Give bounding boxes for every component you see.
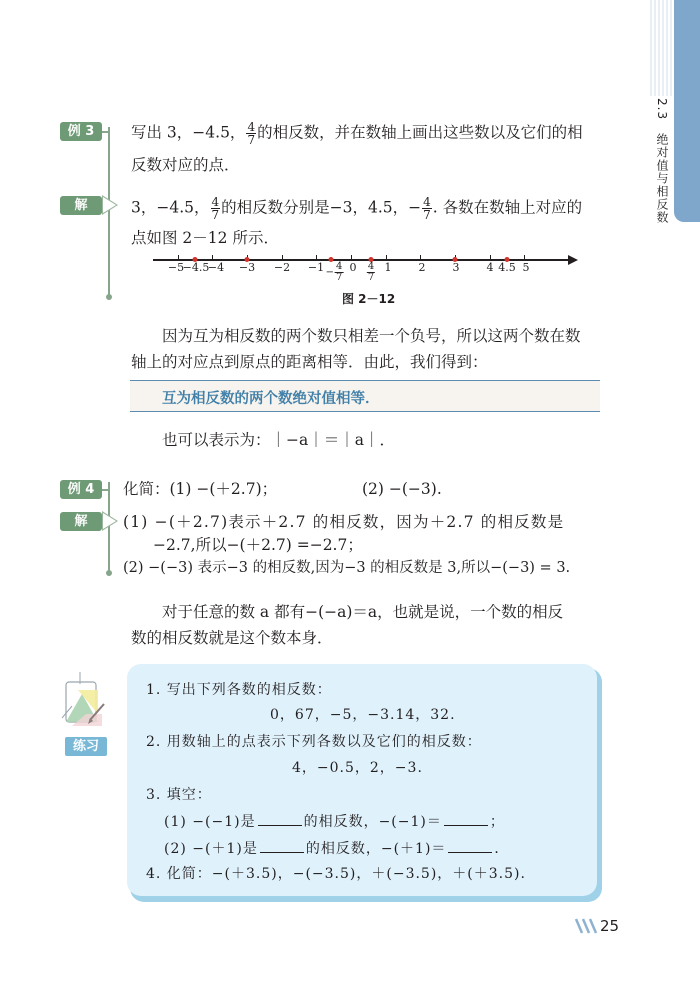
example3-solution-line2: 点如图 2－12 所示． xyxy=(131,229,279,247)
section-title xyxy=(650,98,674,224)
exercise-3: 3. 填空： xyxy=(146,787,212,803)
axis-arrow-icon xyxy=(568,255,578,265)
tick-label-4-7: $\frac{4}{7}$ xyxy=(367,261,375,283)
tick-label: 4.5 xyxy=(498,261,516,274)
answer-blank[interactable] xyxy=(258,812,302,826)
tick xyxy=(386,255,387,260)
exercise-3-fill-2: (2) −(＋1)是 的相反数，−(＋1)＝ ． xyxy=(164,841,510,857)
example3-question-line2: 反数对应的点． xyxy=(131,156,240,174)
example4-question-part2: (2) −(−3). xyxy=(362,480,442,498)
example3-connector xyxy=(101,131,109,133)
example4-label: 例 4 xyxy=(60,480,102,499)
answer-blank[interactable] xyxy=(444,812,488,826)
practice-notebook-icon xyxy=(58,670,110,732)
paragraph2-line2: 数的相反数就是这个数本身． xyxy=(131,629,333,647)
fraction: $\frac{4}{7}$ xyxy=(423,195,431,222)
tick-label: 5 xyxy=(522,261,530,274)
tick-label: 2 xyxy=(418,261,426,274)
formula-line: 也可以表示为：｜−a｜＝｜a｜． xyxy=(162,431,395,449)
solution-arrow-icon xyxy=(102,511,118,531)
example3-solution-label: 解 xyxy=(60,196,102,215)
chapter-tab xyxy=(674,0,700,222)
example4-end-dot xyxy=(106,570,112,576)
example3-end-dot xyxy=(106,294,112,300)
tick xyxy=(282,255,283,260)
exercise-3-fill-1: (1) −(−1)是 的相反数，−(−1)＝ ； xyxy=(164,814,505,830)
tick-label: 0 xyxy=(349,261,357,274)
tick-label: −5 xyxy=(167,261,185,274)
exercise-2: 2. 用数轴上的点表示下列各数以及它们的相反数： xyxy=(146,734,482,750)
exercise-1-values: 0，67，−5，−3.14，32. xyxy=(270,707,456,723)
tick-label: −2 xyxy=(273,261,291,274)
tick-label: −1 xyxy=(307,261,325,274)
tick-label: 3 xyxy=(452,261,460,274)
example4-connector xyxy=(101,489,109,491)
section-number: 2.3 xyxy=(655,98,669,121)
page-slash-decoration-icon xyxy=(574,918,600,934)
tick-label: −4.5 xyxy=(182,261,210,274)
paragraph2-line1: 对于任意的数 a 都有−(−a)＝a，也就是说，一个数的相反 xyxy=(162,603,564,621)
tick xyxy=(178,255,179,260)
exercise-1: 1. 写出下列各数的相反数： xyxy=(146,682,332,698)
tick xyxy=(316,255,317,260)
solution-arrow-icon xyxy=(102,195,118,215)
key-property-box xyxy=(130,380,600,412)
fraction: $\frac{4}{7}$ xyxy=(211,195,220,222)
tick xyxy=(490,255,491,260)
page-edge-stripes xyxy=(650,0,674,96)
tick-label-neg-4-7: − $\frac{4}{7}$ xyxy=(325,261,343,283)
page-number: 25 xyxy=(600,917,620,935)
example4-solution-line2: −2.7,所以−(＋2.7) =−2.7； xyxy=(153,536,363,554)
example3-label: 例 3 xyxy=(60,122,102,141)
exercise-4: 4. 化简：−(＋3.5)，−(−3.5)，＋(−3.5)，＋(＋3.5). xyxy=(146,866,526,882)
key-property-text: 互为相反数的两个数绝对值相等． xyxy=(162,391,380,407)
answer-blank[interactable] xyxy=(448,839,492,853)
answer-blank[interactable] xyxy=(260,839,304,853)
tick xyxy=(420,255,421,260)
tick xyxy=(524,255,525,260)
tick-label: 1 xyxy=(384,261,392,274)
example4-solution-line3: (2) −(−3) 表示−3 的相反数,因为−3 的相反数是 3,所以−(−3) = 3. xyxy=(123,560,571,576)
example4-question-part1: 化简：(1) −(＋2.7)； xyxy=(123,480,278,498)
tick-label: −3 xyxy=(238,261,256,274)
example4-solution-label: 解 xyxy=(60,512,102,531)
exercise-2-values: 4，−0.5，2，−3. xyxy=(292,760,423,776)
paragraph1-line2: 轴上的对应点到原点的距离相等．由此，我们得到： xyxy=(131,353,488,371)
practice-label: 练习 xyxy=(65,737,107,756)
example3-solution-line1: 3，−4.5， $\frac{4}{7}$ 的相反数分别是−3，4.5，− $\frac{4}{7}$ . 各数在数轴上对应的 xyxy=(131,195,583,222)
tick xyxy=(351,255,352,260)
section-name: 绝对值与相反数 xyxy=(655,132,669,224)
fraction: $\frac{4}{7}$ xyxy=(247,120,256,147)
tick-label: 4 xyxy=(486,261,494,274)
tick xyxy=(212,255,213,260)
tick-label: −4 xyxy=(207,261,225,274)
example3-question-line1: 写出 3，−4.5， $\frac{4}{7}$ 的相反数，并在数轴上画出这些数以及它们的相 xyxy=(131,120,583,147)
example4-solution-line1: (1) −(＋2.7)表示＋2.7 的相反数，因为＋2.7 的相反数是 xyxy=(123,513,565,531)
paragraph1-line1: 因为互为相反数的两个数只相差一个负号，所以这两个数在数 xyxy=(162,327,581,345)
figure-caption: 图 2－12 xyxy=(342,292,396,306)
